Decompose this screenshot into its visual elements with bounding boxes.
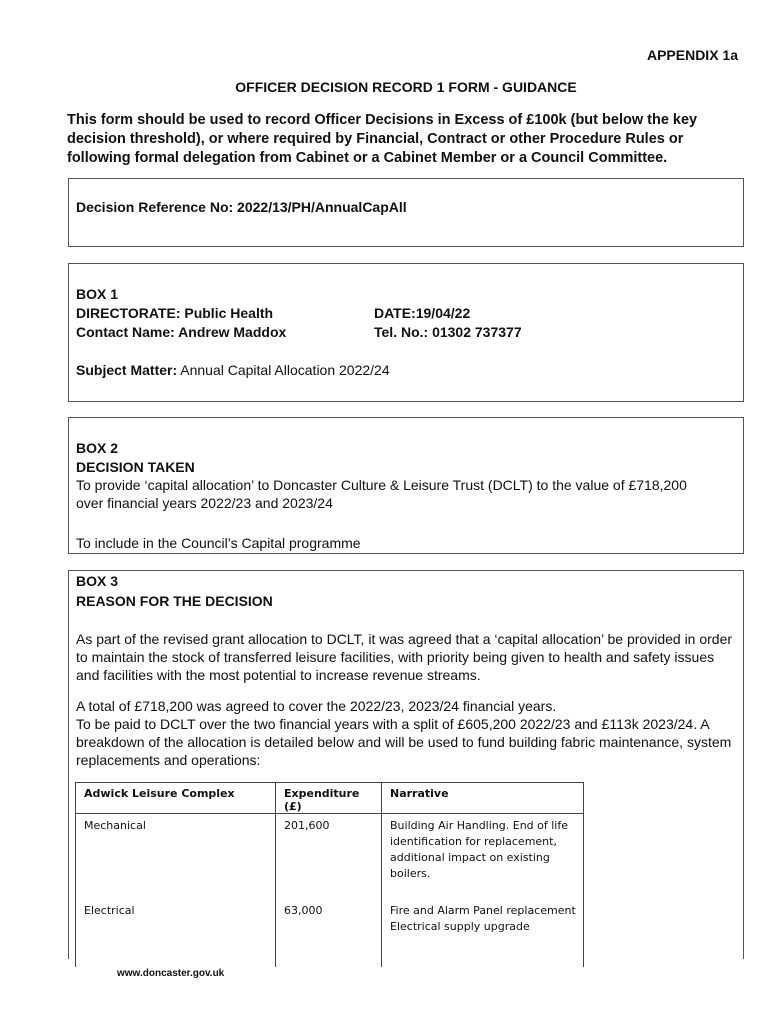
- reason-paragraph-1: As part of the revised grant allocation to DCLT, it was agreed that a ‘capital allocation’ be provided in order to maintain the stock of transferred leisure facilities, with priority being given to health and safety issues and facilities with the most potential to increase revenue streams.: [76, 631, 733, 683]
- intro-text: This form should be used to record Officer Decisions in Excess of £100k (but below the key decision threshold), or where required by Financial, Contract or other Procedure Rules or following formal delegation from Cabinet or a Cabinet Member or a Council Committee.: [67, 112, 698, 166]
- allocation-table: [75, 782, 584, 967]
- box-1: [68, 263, 744, 402]
- column-header-narrative: Narrative: [382, 783, 584, 814]
- decision-taken-text: To provide ‘capital allocation’ to Doncaster Culture & Leisure Trust (DCLT) to the value of £718,200 over financial years 2022/23 and 2023/24: [76, 477, 687, 511]
- reason-paragraph-2: A total of £718,200 was agreed to cover the 2022/23, 2023/24 financial years.: [76, 698, 557, 714]
- box3-heading: BOX 3: [76, 573, 119, 589]
- row-narrative: Building Air Handling. End of life identification for replacement, additional impact on existing boilers.: [390, 819, 568, 880]
- subject-label: Subject Matter:: [76, 362, 178, 378]
- capital-programme-text: To include in the Council’s Capital programme: [76, 535, 361, 551]
- subject-value: Annual Capital Allocation 2022/24: [180, 362, 390, 378]
- row-item: Mechanical: [84, 819, 146, 832]
- reason-heading: REASON FOR THE DECISION: [76, 593, 273, 609]
- decision-reference-box: [68, 178, 744, 247]
- decision-reference: Decision Reference No: 2022/13/PH/AnnualCapAll: [76, 199, 407, 215]
- box1-heading: BOX 1: [76, 286, 119, 302]
- reason-paragraph-3: To be paid to DCLT over the two financial years with a split of £605,200 2022/23 and £113k 2023/24. A breakdown of the allocation is detailed below and will be used to fund building fabric maintenance, system replacements and operations:: [76, 716, 732, 768]
- decision-date: DATE:19/04/22: [374, 305, 471, 321]
- box2-heading: BOX 2: [76, 440, 119, 456]
- decision-taken-heading: DECISION TAKEN: [76, 459, 195, 475]
- subject-matter: [76, 361, 390, 379]
- row-narrative: Fire and Alarm Panel replacement Electrical supply upgrade: [390, 904, 576, 933]
- row-expenditure: 63,000: [284, 904, 323, 917]
- table-header-row: [76, 783, 584, 814]
- column-header-facility: Adwick Leisure Complex: [76, 783, 276, 814]
- table-row: [76, 903, 584, 967]
- row-expenditure: 201,600: [284, 819, 330, 832]
- footer-url: www.doncaster.gov.uk: [117, 968, 225, 979]
- table-row: [76, 814, 584, 904]
- telephone-number: Tel. No.: 01302 737377: [374, 324, 522, 340]
- column-header-expenditure: Expenditure (£): [276, 783, 382, 814]
- box-3: [68, 570, 744, 959]
- form-title: OFFICER DECISION RECORD 1 FORM - GUIDANCE: [235, 79, 577, 95]
- contact-name: Contact Name: Andrew Maddox: [76, 324, 287, 340]
- box-2: [68, 417, 744, 554]
- row-item: Electrical: [84, 904, 135, 917]
- appendix-label: APPENDIX 1a: [646, 47, 738, 63]
- directorate: DIRECTORATE: Public Health: [76, 305, 274, 321]
